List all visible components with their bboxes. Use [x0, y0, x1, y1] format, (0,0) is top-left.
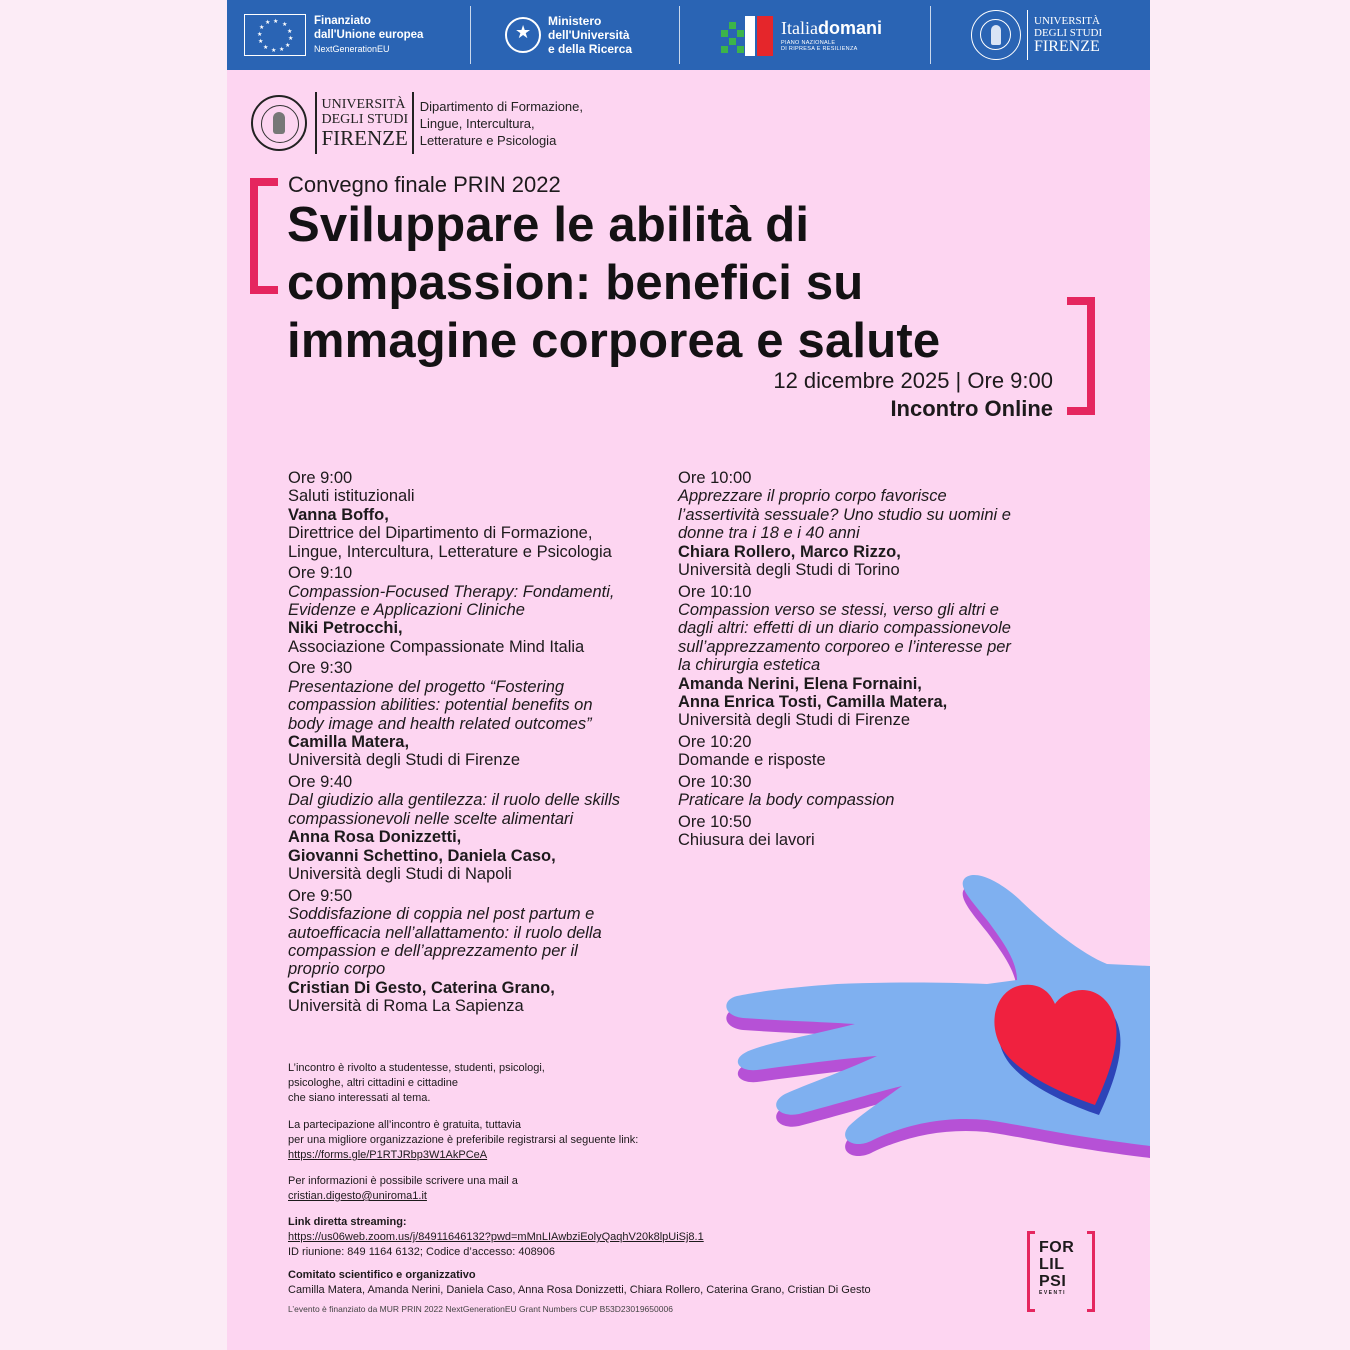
program-talk-title: Soddisfazione di coppia nel post partum e — [288, 905, 595, 924]
program-time: Ore 9:50 — [288, 886, 353, 905]
title-line1: Sviluppare le abilità di — [287, 198, 810, 252]
program-text: Domande e risposte — [678, 751, 826, 770]
registration-info — [288, 1118, 638, 1163]
program-speaker: Anna Enrica Tosti, Camilla Matera, — [678, 693, 948, 712]
program-text: Università di Roma La Sapienza — [288, 997, 524, 1016]
program-time: Ore 10:10 — [678, 582, 752, 601]
program-time: Ore 10:50 — [678, 813, 752, 832]
program-time: Ore 9:40 — [288, 773, 353, 792]
eu-line2: dall'Unione europea — [314, 29, 424, 41]
streaming-link[interactable]: https://us06web.zoom.us/j/84911646132?pwd=mMnLIAwbziEolyQaqhV20k8lpUiSj8.1 — [288, 1231, 704, 1243]
forlilpsi-logo — [1027, 1231, 1095, 1312]
program-text: Associazione Compassionate Mind Italia — [288, 637, 585, 656]
program-talk-title: Dal giudizio alla gentilezza: il ruolo delle skills — [288, 791, 620, 810]
program-talk-title: donne tra i 18 e i 40 anni — [678, 524, 860, 543]
program-talk-title: Apprezzare il proprio corpo favorisce — [678, 487, 947, 506]
program-talk-title: Presentazione del progetto “Fostering — [288, 677, 565, 696]
event-mode: Incontro Online — [890, 396, 1053, 421]
header-divider — [679, 6, 680, 64]
registration-line1: La partecipazione all’incontro è gratuita, tuttavia — [288, 1119, 521, 1131]
program-speaker: Cristian Di Gesto, Caterina Grano, — [288, 978, 555, 997]
program-talk-title: body image and health related outcomes” — [288, 714, 592, 733]
logo-divider — [315, 92, 317, 154]
eu-line1: Finanziato — [314, 15, 371, 27]
header-divider — [470, 6, 471, 64]
ministry-line2: dell'Università — [548, 28, 630, 42]
program-talk-title: compassion e dell’apprezzamento per il — [288, 941, 578, 960]
program-text: Saluti istituzionali — [288, 487, 415, 506]
header-divider — [930, 6, 931, 64]
dept-name-line3: Letterature e Psicologia — [419, 132, 557, 148]
program-text: Università degli Studi di Torino — [678, 561, 900, 580]
program-time: Ore 10:30 — [678, 773, 752, 792]
event-poster — [227, 0, 1150, 1350]
program-speaker: Vanna Boffo, — [288, 505, 389, 524]
program-text: Lingue, Intercultura, Letterature e Psicologia — [288, 542, 612, 561]
meeting-id: ID riunione: 849 1164 6132; Codice d’accesso: 408906 — [288, 1246, 556, 1258]
audience-line2: psicologhe, altri cittadini e cittadine — [288, 1077, 458, 1089]
eu-line3: NextGenerationEU — [314, 44, 390, 54]
program-speaker: Camilla Matera, — [288, 733, 410, 752]
committee-heading: Comitato scientifico e organizzativo — [288, 1269, 476, 1281]
program-right-column — [678, 469, 1058, 850]
dept-name-line2: Lingue, Intercultura, — [419, 115, 535, 131]
program-time: Ore 9:10 — [288, 564, 353, 583]
forlilpsi-line3: PSI — [1039, 1273, 1067, 1290]
program-time: Ore 9:00 — [288, 469, 353, 487]
dept-uni-line3: FIRENZE — [321, 126, 408, 150]
program-time: Ore 9:30 — [288, 659, 353, 678]
eu-flag-icon: ★ ★ ★ ★ ★ ★ ★ ★ ★ ★ ★ ★ — [244, 14, 306, 56]
program-talk-title: dagli altri: effetti di un diario compassionevole — [678, 619, 1011, 638]
contact-line: Per informazioni è possibile scrivere una mail a — [288, 1175, 518, 1187]
title-line2: compassion: benefici su — [287, 256, 864, 310]
program-talk-title: compassionevoli nelle scelte alimentari — [288, 809, 574, 828]
title-line3: immagine corporea e salute — [287, 314, 941, 368]
program-talk-title: proprio corpo — [288, 960, 386, 979]
audience-line1: L’incontro è rivolto a studentesse, studenti, psicologi, — [288, 1062, 545, 1074]
forlilpsi-line4: EVENTI — [1039, 1290, 1067, 1296]
event-datetime — [773, 367, 1053, 423]
italian-republic-emblem-icon — [505, 17, 541, 53]
dept-name-line1: Dipartimento di Formazione, — [419, 98, 584, 114]
event-title — [287, 196, 940, 370]
program-time: Ore 10:00 — [678, 469, 752, 487]
audience-info — [288, 1061, 545, 1106]
program-talk-title: Compassion-Focused Therapy: Fondamenti, — [288, 582, 615, 601]
program-text: Direttrice del Dipartimento di Formazione, — [288, 524, 593, 543]
left-bracket-decoration — [250, 178, 278, 294]
program-speaker: Giovanni Schettino, Daniela Caso, — [288, 846, 556, 865]
registration-line2: per una migliore organizzazione è preferibile registrarsi al seguente link: — [288, 1134, 639, 1146]
funding-note: L’evento è finanziato da MUR PRIN 2022 NextGenerationEU Grant Numbers CUP B53D23019650006 — [288, 1304, 673, 1314]
streaming-heading: Link diretta streaming: — [288, 1216, 407, 1228]
program-talk-title: Praticare la body compassion — [678, 791, 895, 810]
forlilpsi-line1: FOR — [1039, 1239, 1075, 1256]
ministry-logo — [505, 0, 632, 70]
program-text: Università degli Studi di Firenze — [678, 711, 911, 730]
program-talk-title: compassion abilities: potential benefits on — [288, 696, 593, 715]
unifi-seal-icon — [251, 95, 307, 151]
program-time: Ore 10:20 — [678, 733, 752, 752]
dept-uni-line1: UNIVERSITÀ — [321, 97, 406, 112]
unifi-header-logo — [971, 0, 1102, 70]
program-talk-title: Compassion verso se stessi, verso gli altri e — [678, 601, 999, 620]
pnrr-line1: PIANO NAZIONALE — [781, 39, 836, 46]
program-talk-title: l’assertività sessuale? Uno studio su uomini e — [678, 505, 1011, 524]
ministry-line1: Ministero — [548, 14, 602, 28]
right-bracket-decoration — [1067, 297, 1095, 415]
forlilpsi-left-bracket — [1027, 1231, 1035, 1312]
unifi-line3: FIRENZE — [1034, 38, 1100, 55]
program-talk-title: autoefficacia nell’allattamento: il ruolo della — [288, 923, 602, 942]
contact-info — [288, 1174, 518, 1204]
unifi-line1: UNIVERSITÀ — [1034, 15, 1100, 27]
committee-names: Camilla Matera, Amanda Nerini, Daniela Caso, Anna Rosa Donizzetti, Chiara Rollero, Caterina Grano, Cristian Di Gesto — [288, 1284, 871, 1296]
registration-link[interactable]: https://forms.gle/P1RTJRbp3W1AkPCeA — [288, 1149, 488, 1161]
program-speaker: Chiara Rollero, Marco Rizzo, — [678, 542, 901, 561]
program-speaker: Anna Rosa Donizzetti, — [288, 828, 462, 847]
unifi-line2: DEGLI STUDI — [1034, 27, 1103, 39]
domani-name: domani — [817, 17, 882, 38]
italy-flag-mosaic-icon — [717, 10, 775, 60]
forlilpsi-right-bracket — [1087, 1231, 1095, 1312]
program-talk-title: la chirurgia estetica — [678, 656, 821, 675]
italia-name: Italia — [781, 17, 818, 38]
ministry-line3: e della Ricerca — [548, 42, 633, 56]
program-speaker: Amanda Nerini, Elena Fornaini, — [678, 674, 922, 693]
program-text: Università degli Studi di Napoli — [288, 865, 512, 884]
hand-heart-illustration — [687, 870, 1150, 1190]
eu-funding-logo — [244, 0, 423, 70]
program-talk-title: sull’apprezzamento corporeo e l’interesse per — [678, 637, 1011, 656]
program-text: Università degli Studi di Firenze — [288, 751, 521, 770]
program-left-column — [288, 469, 658, 1016]
committee-info — [288, 1268, 871, 1298]
streaming-info — [288, 1215, 704, 1260]
department-logo — [251, 92, 583, 154]
program-text: Chiusura dei lavori — [678, 831, 815, 850]
pnrr-line2: DI RIPRESA E RESILIENZA — [781, 45, 858, 52]
italiadomani-logo — [717, 0, 882, 70]
program-speaker: Niki Petrocchi, — [288, 619, 403, 638]
audience-line3: che siano interessati al tema. — [288, 1092, 431, 1104]
contact-email-link[interactable]: cristian.digesto@uniroma1.it — [288, 1190, 427, 1202]
funding-header — [227, 0, 1150, 70]
forlilpsi-line2: LIL — [1039, 1256, 1065, 1273]
dept-uni-line2: DEGLI STUDI — [321, 112, 409, 127]
logo-divider — [412, 92, 414, 154]
program-talk-title: Evidenze e Applicazioni Cliniche — [288, 601, 525, 620]
event-kicker: Convegno finale PRIN 2022 — [288, 172, 561, 197]
unifi-seal-icon — [971, 10, 1021, 60]
date-time: 12 dicembre 2025 | Ore 9:00 — [773, 368, 1053, 393]
